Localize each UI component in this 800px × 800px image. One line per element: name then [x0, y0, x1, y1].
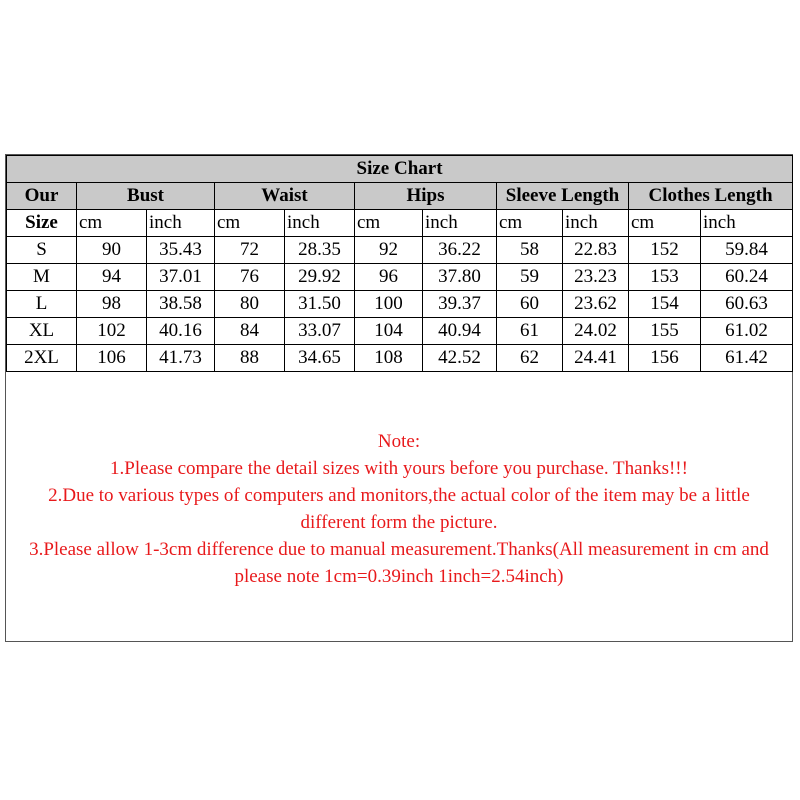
waist-inch: 34.65 — [285, 345, 355, 372]
sleeve-inch: 24.02 — [563, 318, 629, 345]
hips-cm: 96 — [355, 264, 423, 291]
size-header-size: Size — [7, 210, 77, 237]
bust-cm: 98 — [77, 291, 147, 318]
note-heading: Note: — [377, 431, 421, 452]
size-label: 2XL — [7, 345, 77, 372]
clothes-inch: 60.24 — [701, 264, 793, 291]
bust-inch: 38.58 — [147, 291, 215, 318]
note-line-1: 1.Please compare the detail sizes with yours before you purchase. Thanks!!! — [110, 458, 688, 479]
sleeve-cm: 59 — [497, 264, 563, 291]
clothes-inch: 60.63 — [701, 291, 793, 318]
waist-cm: 72 — [215, 237, 285, 264]
clothes-inch: 61.42 — [701, 345, 793, 372]
unit-cm: cm — [215, 210, 285, 237]
waist-cm: 84 — [215, 318, 285, 345]
waist-cm: 88 — [215, 345, 285, 372]
size-label: S — [7, 237, 77, 264]
sleeve-cm: 60 — [497, 291, 563, 318]
sleeve-cm: 61 — [497, 318, 563, 345]
clothes-cm: 156 — [629, 345, 701, 372]
unit-inch: inch — [147, 210, 215, 237]
unit-cm: cm — [355, 210, 423, 237]
bust-cm: 102 — [77, 318, 147, 345]
note-line-2a: 2.Due to various types of computers and monitors,the actual color of the item may be a little — [48, 485, 750, 506]
hips-cm: 100 — [355, 291, 423, 318]
hips-inch: 36.22 — [423, 237, 497, 264]
clothes-cm: 152 — [629, 237, 701, 264]
hips-inch: 39.37 — [423, 291, 497, 318]
hips-inch: 40.94 — [423, 318, 497, 345]
group-header-waist: Waist — [215, 183, 355, 210]
unit-cm: cm — [497, 210, 563, 237]
table-row — [7, 291, 793, 318]
clothes-cm: 154 — [629, 291, 701, 318]
size-label: M — [7, 264, 77, 291]
note-line-3a: 3.Please allow 1-3cm difference due to manual measurement.Thanks(All measurement in cm and — [29, 539, 769, 560]
sleeve-inch: 23.62 — [563, 291, 629, 318]
waist-cm: 80 — [215, 291, 285, 318]
bust-inch: 40.16 — [147, 318, 215, 345]
bust-cm: 106 — [77, 345, 147, 372]
unit-cm: cm — [77, 210, 147, 237]
bust-inch: 37.01 — [147, 264, 215, 291]
sleeve-inch: 24.41 — [563, 345, 629, 372]
group-header-hips: Hips — [355, 183, 497, 210]
unit-inch: inch — [423, 210, 497, 237]
bust-cm: 90 — [77, 237, 147, 264]
chart-title: Size Chart — [7, 156, 793, 183]
waist-inch: 29.92 — [285, 264, 355, 291]
clothes-cm: 155 — [629, 318, 701, 345]
waist-inch: 33.07 — [285, 318, 355, 345]
hips-cm: 108 — [355, 345, 423, 372]
unit-header-row — [7, 210, 793, 237]
table-row — [7, 237, 793, 264]
hips-cm: 92 — [355, 237, 423, 264]
waist-inch: 28.35 — [285, 237, 355, 264]
title-row — [7, 156, 793, 183]
size-chart-table — [6, 155, 793, 372]
hips-cm: 104 — [355, 318, 423, 345]
note-line-2b: different form the picture. — [300, 512, 498, 533]
bust-cm: 94 — [77, 264, 147, 291]
clothes-inch: 61.02 — [701, 318, 793, 345]
clothes-cm: 153 — [629, 264, 701, 291]
size-label: L — [7, 291, 77, 318]
bust-inch: 41.73 — [147, 345, 215, 372]
waist-inch: 31.50 — [285, 291, 355, 318]
size-header-our: Our — [7, 183, 77, 210]
group-header-bust: Bust — [77, 183, 215, 210]
hips-inch: 42.52 — [423, 345, 497, 372]
table-row — [7, 264, 793, 291]
unit-inch: inch — [563, 210, 629, 237]
notes-block — [6, 428, 792, 590]
clothes-inch: 59.84 — [701, 237, 793, 264]
sleeve-cm: 58 — [497, 237, 563, 264]
sleeve-cm: 62 — [497, 345, 563, 372]
table-row — [7, 345, 793, 372]
group-header-row — [7, 183, 793, 210]
hips-inch: 37.80 — [423, 264, 497, 291]
bust-inch: 35.43 — [147, 237, 215, 264]
table-row — [7, 318, 793, 345]
waist-cm: 76 — [215, 264, 285, 291]
unit-inch: inch — [701, 210, 793, 237]
unit-cm: cm — [629, 210, 701, 237]
note-line-3b: please note 1cm=0.39inch 1inch=2.54inch) — [234, 566, 564, 587]
group-header-clothes-length: Clothes Length — [629, 183, 793, 210]
sleeve-inch: 22.83 — [563, 237, 629, 264]
unit-inch: inch — [285, 210, 355, 237]
sleeve-inch: 23.23 — [563, 264, 629, 291]
group-header-sleeve-length: Sleeve Length — [497, 183, 629, 210]
size-label: XL — [7, 318, 77, 345]
